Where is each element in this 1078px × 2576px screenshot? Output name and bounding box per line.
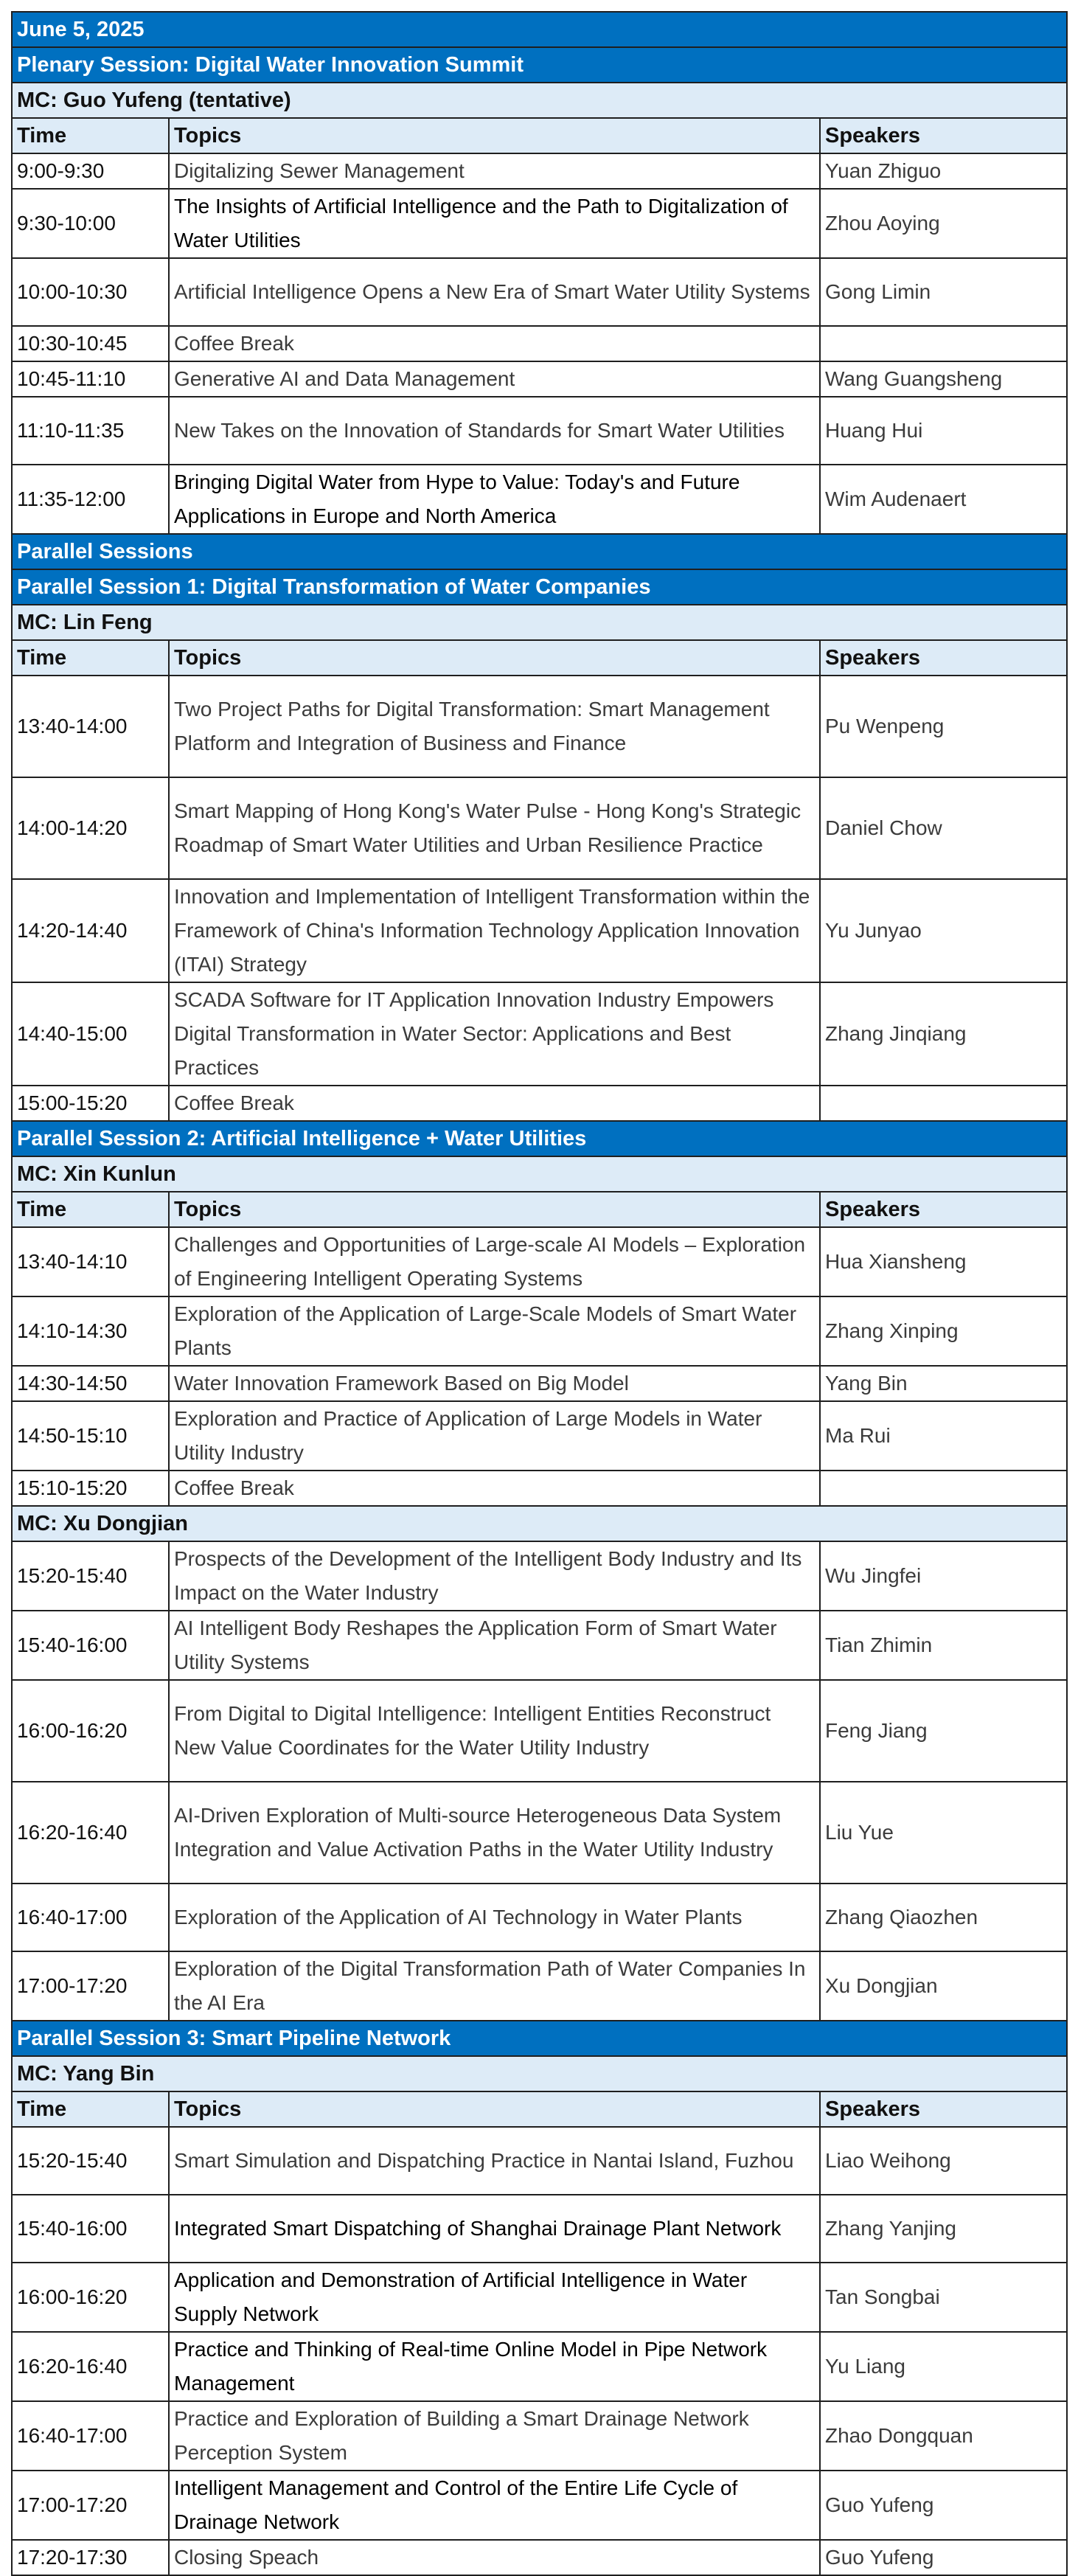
speaker-cell: Zhang Jinqiang <box>820 982 1067 1086</box>
time-cell: 15:40-16:00 <box>12 2195 169 2263</box>
time-cell: 14:40-15:00 <box>12 982 169 1086</box>
agenda-table <box>11 11 1068 2576</box>
time-cell: 15:20-15:40 <box>12 2127 169 2195</box>
parallel-sessions-title-cell: Parallel Sessions <box>12 534 1067 569</box>
table-row <box>12 1086 1067 1121</box>
speaker-cell: Ma Rui <box>820 1401 1067 1471</box>
column-header-row <box>12 1192 1067 1227</box>
parallel-session-3-title <box>12 2021 1067 2056</box>
time-cell: 15:20-15:40 <box>12 1541 169 1611</box>
time-cell: 9:00-9:30 <box>12 153 169 189</box>
topics-column-header: Topics <box>169 118 820 153</box>
table-row <box>12 2471 1067 2540</box>
topic-cell: Closing Speach <box>169 2540 820 2575</box>
table-row <box>12 2401 1067 2471</box>
topic-cell: The Insights of Artificial Intelligence and the Path to Digitalization of Water Utilities <box>169 189 820 258</box>
speaker-cell: Wu Jingfei <box>820 1541 1067 1611</box>
parallel-session-2-mc-second-cell: MC: Xu Dongjian <box>12 1506 1067 1541</box>
topic-cell: Challenges and Opportunities of Large-scale AI Models – Exploration of Engineering Intelligent Operating Systems <box>169 1227 820 1296</box>
speakers-column-header: Speakers <box>820 1192 1067 1227</box>
parallel-session-1-mc-cell: MC: Lin Feng <box>12 605 1067 640</box>
column-header-row <box>12 118 1067 153</box>
speaker-cell: Huang Hui <box>820 397 1067 465</box>
topic-cell: Smart Mapping of Hong Kong's Water Pulse - Hong Kong's Strategic Roadmap of Smart Water Utilities and Urban Resilience Practice <box>169 777 820 879</box>
time-cell: 14:20-14:40 <box>12 879 169 982</box>
topic-cell: Exploration of the Digital Transformation Path of Water Companies In the AI Era <box>169 1951 820 2021</box>
topic-cell: Exploration of the Application of Large-Scale Models of Smart Water Plants <box>169 1296 820 1366</box>
table-row <box>12 465 1067 534</box>
topic-cell: AI Intelligent Body Reshapes the Application Form of Smart Water Utility Systems <box>169 1611 820 1680</box>
time-cell: 17:20-17:30 <box>12 2540 169 2575</box>
speakers-column-header: Speakers <box>820 118 1067 153</box>
topic-cell: Prospects of the Development of the Intelligent Body Industry and Its Impact on the Water Industry <box>169 1541 820 1611</box>
speaker-cell: Wang Guangsheng <box>820 361 1067 397</box>
speaker-cell: Guo Yufeng <box>820 2471 1067 2540</box>
topic-cell: Application and Demonstration of Artificial Intelligence in Water Supply Network <box>169 2263 820 2332</box>
speaker-cell <box>820 326 1067 361</box>
time-cell: 11:35-12:00 <box>12 465 169 534</box>
time-column-header: Time <box>12 118 169 153</box>
topic-cell: Coffee Break <box>169 326 820 361</box>
speaker-cell: Pu Wenpeng <box>820 676 1067 777</box>
speaker-cell: Guo Yufeng <box>820 2540 1067 2575</box>
topic-cell: Artificial Intelligence Opens a New Era of Smart Water Utility Systems <box>169 258 820 326</box>
parallel-session-2-mc-second <box>12 1506 1067 1541</box>
time-column-header: Time <box>12 640 169 676</box>
speaker-cell: Zhao Dongquan <box>820 2401 1067 2471</box>
topic-cell: Water Innovation Framework Based on Big Model <box>169 1366 820 1401</box>
topic-cell: Intelligent Management and Control of the Entire Life Cycle of Drainage Network <box>169 2471 820 2540</box>
time-cell: 16:00-16:20 <box>12 2263 169 2332</box>
table-row <box>12 1227 1067 1296</box>
speaker-cell: Xu Dongjian <box>820 1951 1067 2021</box>
speaker-cell <box>820 1471 1067 1506</box>
parallel-session-3-mc <box>12 2056 1067 2091</box>
table-row <box>12 1782 1067 1884</box>
speaker-cell: Zhang Xinping <box>820 1296 1067 1366</box>
speaker-cell: Feng Jiang <box>820 1680 1067 1782</box>
speaker-cell: Tian Zhimin <box>820 1611 1067 1680</box>
parallel-session-1-title <box>12 569 1067 605</box>
agenda-body <box>12 12 1067 2575</box>
time-cell: 14:30-14:50 <box>12 1366 169 1401</box>
table-row <box>12 982 1067 1086</box>
time-cell: 17:00-17:20 <box>12 1951 169 2021</box>
parallel-session-2-title-cell: Parallel Session 2: Artificial Intelligence + Water Utilities <box>12 1121 1067 1156</box>
plenary-mc-cell: MC: Guo Yufeng (tentative) <box>12 83 1067 118</box>
table-row <box>12 1680 1067 1782</box>
table-row <box>12 1951 1067 2021</box>
time-cell: 10:00-10:30 <box>12 258 169 326</box>
column-header-row <box>12 640 1067 676</box>
table-row <box>12 1611 1067 1680</box>
time-cell: 16:20-16:40 <box>12 1782 169 1884</box>
topic-cell: Practice and Thinking of Real-time Online Model in Pipe Network Management <box>169 2332 820 2401</box>
time-cell: 15:40-16:00 <box>12 1611 169 1680</box>
time-cell: 17:00-17:20 <box>12 2471 169 2540</box>
time-cell: 15:00-15:20 <box>12 1086 169 1121</box>
speaker-cell: Yu Junyao <box>820 879 1067 982</box>
table-row <box>12 879 1067 982</box>
table-row <box>12 258 1067 326</box>
table-row <box>12 189 1067 258</box>
speaker-cell: Zhou Aoying <box>820 189 1067 258</box>
speaker-cell: Zhang Yanjing <box>820 2195 1067 2263</box>
time-column-header: Time <box>12 1192 169 1227</box>
speaker-cell: Zhang Qiaozhen <box>820 1884 1067 1951</box>
table-row <box>12 153 1067 189</box>
table-row <box>12 777 1067 879</box>
table-row <box>12 676 1067 777</box>
date-header <box>12 12 1067 47</box>
speaker-cell: Wim Audenaert <box>820 465 1067 534</box>
topic-cell: From Digital to Digital Intelligence: Intelligent Entities Reconstruct New Value Coordinates for the Water Utility Industry <box>169 1680 820 1782</box>
time-cell: 11:10-11:35 <box>12 397 169 465</box>
speaker-cell <box>820 1086 1067 1121</box>
time-cell: 16:40-17:00 <box>12 2401 169 2471</box>
table-row <box>12 326 1067 361</box>
speaker-cell: Liu Yue <box>820 1782 1067 1884</box>
topics-column-header: Topics <box>169 1192 820 1227</box>
table-row <box>12 2195 1067 2263</box>
speaker-cell: Yuan Zhiguo <box>820 153 1067 189</box>
time-cell: 13:40-14:10 <box>12 1227 169 1296</box>
table-row <box>12 1884 1067 1951</box>
time-cell: 16:00-16:20 <box>12 1680 169 1782</box>
time-column-header: Time <box>12 2091 169 2127</box>
table-row <box>12 2540 1067 2575</box>
topic-cell: SCADA Software for IT Application Innovation Industry Empowers Digital Transformation in Water Sector: Applications and Best Practices <box>169 982 820 1086</box>
topics-column-header: Topics <box>169 640 820 676</box>
topic-cell: New Takes on the Innovation of Standards for Smart Water Utilities <box>169 397 820 465</box>
table-row <box>12 361 1067 397</box>
plenary-mc <box>12 83 1067 118</box>
speakers-column-header: Speakers <box>820 2091 1067 2127</box>
topic-cell: Integrated Smart Dispatching of Shanghai Drainage Plant Network <box>169 2195 820 2263</box>
plenary-session-title <box>12 47 1067 83</box>
topic-cell: Digitalizing Sewer Management <box>169 153 820 189</box>
date-header-cell: June 5, 2025 <box>12 12 1067 47</box>
table-row <box>12 1471 1067 1506</box>
time-cell: 13:40-14:00 <box>12 676 169 777</box>
speaker-cell: Yang Bin <box>820 1366 1067 1401</box>
time-cell: 10:45-11:10 <box>12 361 169 397</box>
topic-cell: Smart Simulation and Dispatching Practice in Nantai Island, Fuzhou <box>169 2127 820 2195</box>
topic-cell: Generative AI and Data Management <box>169 361 820 397</box>
parallel-session-1-mc <box>12 605 1067 640</box>
parallel-sessions-title <box>12 534 1067 569</box>
time-cell: 10:30-10:45 <box>12 326 169 361</box>
speaker-cell: Liao Weihong <box>820 2127 1067 2195</box>
topic-cell: Two Project Paths for Digital Transformation: Smart Management Platform and Integration of Business and Finance <box>169 676 820 777</box>
topic-cell: Innovation and Implementation of Intelligent Transformation within the Framework of China's Information Technology Application Innovation (ITAI) Strategy <box>169 879 820 982</box>
table-row <box>12 2127 1067 2195</box>
parallel-session-2-title <box>12 1121 1067 1156</box>
topic-cell: AI-Driven Exploration of Multi-source Heterogeneous Data System Integration and Value Activation Paths in the Water Utility Industry <box>169 1782 820 1884</box>
time-cell: 16:40-17:00 <box>12 1884 169 1951</box>
topic-cell: Exploration and Practice of Application of Large Models in Water Utility Industry <box>169 1401 820 1471</box>
speaker-cell: Yu Liang <box>820 2332 1067 2401</box>
speaker-cell: Hua Xiansheng <box>820 1227 1067 1296</box>
plenary-session-title-cell: Plenary Session: Digital Water Innovation Summit <box>12 47 1067 83</box>
time-cell: 16:20-16:40 <box>12 2332 169 2401</box>
table-row <box>12 1541 1067 1611</box>
time-cell: 14:10-14:30 <box>12 1296 169 1366</box>
column-header-row <box>12 2091 1067 2127</box>
speaker-cell: Gong Limin <box>820 258 1067 326</box>
time-cell: 15:10-15:20 <box>12 1471 169 1506</box>
table-row <box>12 1366 1067 1401</box>
parallel-session-3-mc-cell: MC: Yang Bin <box>12 2056 1067 2091</box>
table-row <box>12 1296 1067 1366</box>
topic-cell: Coffee Break <box>169 1086 820 1121</box>
speaker-cell: Daniel Chow <box>820 777 1067 879</box>
topic-cell: Practice and Exploration of Building a Smart Drainage Network Perception System <box>169 2401 820 2471</box>
topic-cell: Bringing Digital Water from Hype to Value: Today's and Future Applications in Europe and North America <box>169 465 820 534</box>
topics-column-header: Topics <box>169 2091 820 2127</box>
time-cell: 14:00-14:20 <box>12 777 169 879</box>
parallel-session-2-mc <box>12 1156 1067 1192</box>
parallel-session-2-mc-cell: MC: Xin Kunlun <box>12 1156 1067 1192</box>
topic-cell: Coffee Break <box>169 1471 820 1506</box>
table-row <box>12 2263 1067 2332</box>
time-cell: 14:50-15:10 <box>12 1401 169 1471</box>
time-cell: 9:30-10:00 <box>12 189 169 258</box>
speaker-cell: Tan Songbai <box>820 2263 1067 2332</box>
parallel-session-1-title-cell: Parallel Session 1: Digital Transformation of Water Companies <box>12 569 1067 605</box>
table-row <box>12 2332 1067 2401</box>
table-row <box>12 1401 1067 1471</box>
table-row <box>12 397 1067 465</box>
topic-cell: Exploration of the Application of AI Technology in Water Plants <box>169 1884 820 1951</box>
speakers-column-header: Speakers <box>820 640 1067 676</box>
parallel-session-3-title-cell: Parallel Session 3: Smart Pipeline Network <box>12 2021 1067 2056</box>
